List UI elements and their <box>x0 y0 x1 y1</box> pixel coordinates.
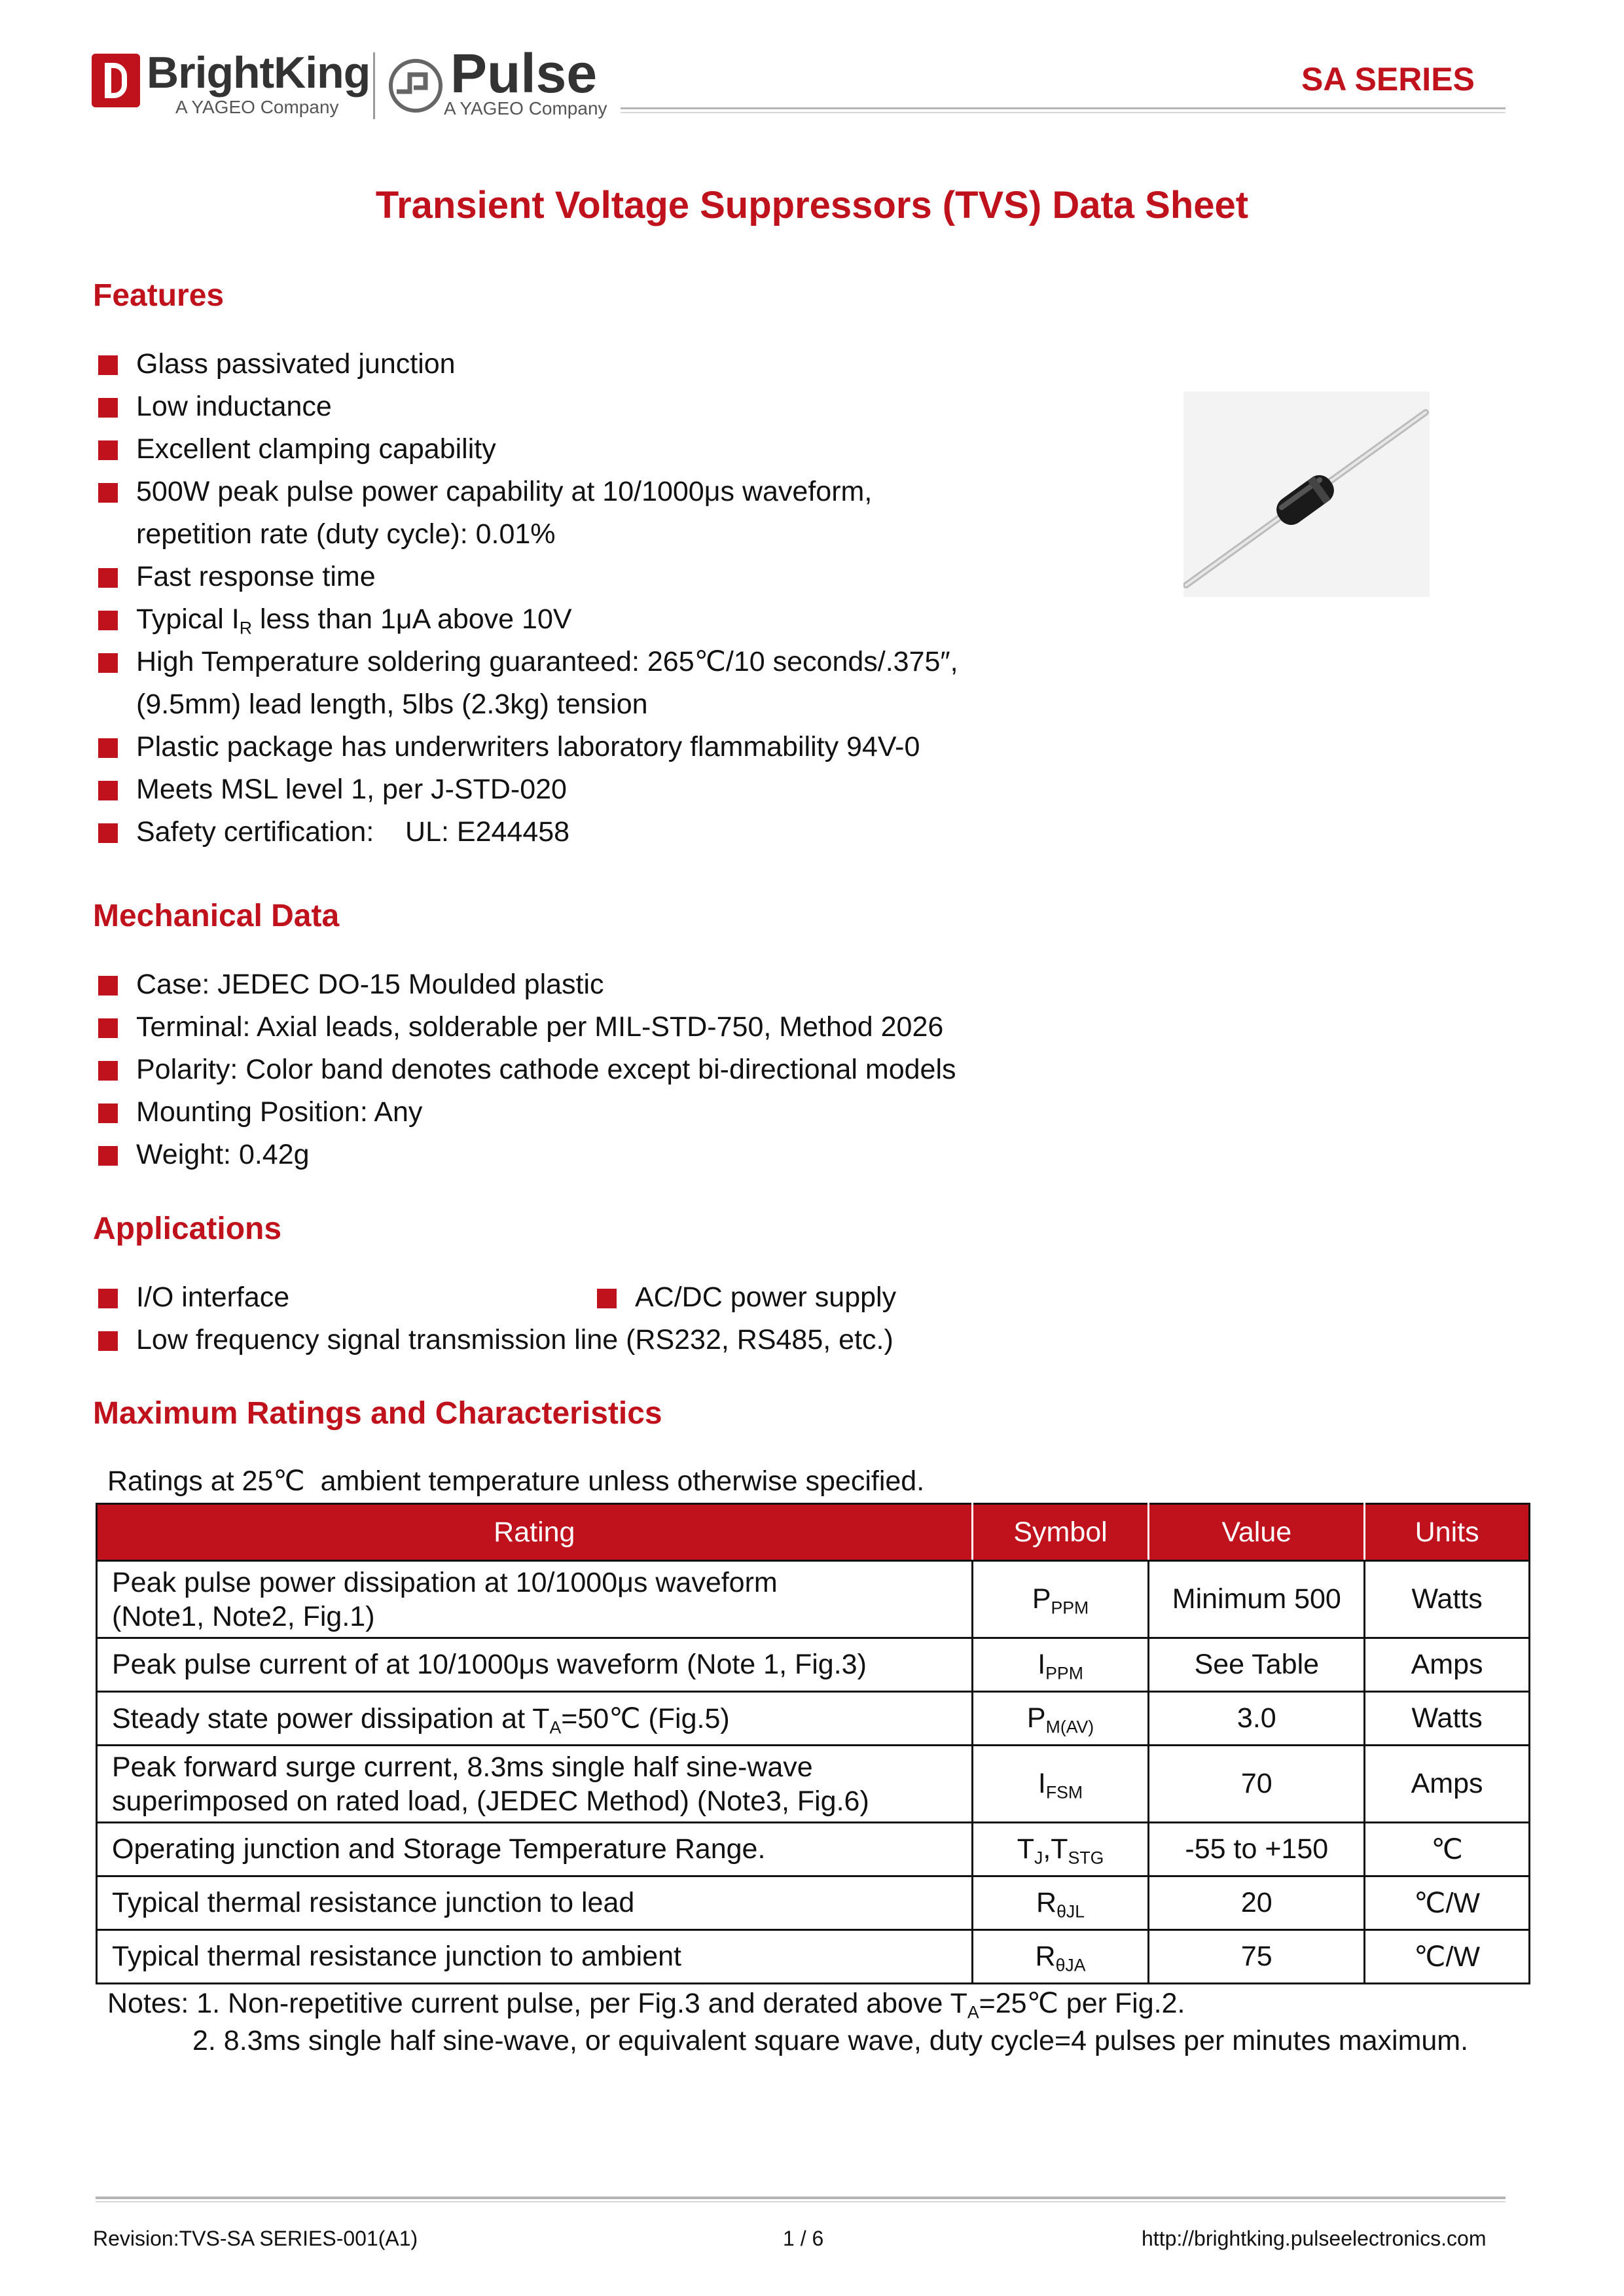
column-header-rating: Rating <box>97 1504 973 1561</box>
feature-text: Fast response time <box>136 561 376 592</box>
rating-text-tail: =50℃ (Fig.5) <box>561 1702 730 1734</box>
bullet-square-icon <box>98 568 118 588</box>
mechanical-item <box>98 1010 943 1044</box>
feature-text: Excellent clamping capability <box>136 433 496 465</box>
footer-rule-light <box>96 2201 1506 2202</box>
rating-cell <box>97 1746 973 1823</box>
symbol-text: R <box>1035 1941 1056 1972</box>
value-cell: 20 <box>1149 1876 1365 1930</box>
feature-text: 500W peak pulse power capability at 10/1000μs waveform, <box>136 476 873 507</box>
bullet-square-icon <box>98 483 118 503</box>
symbol-cell <box>972 1746 1149 1823</box>
rating-cell: Typical thermal resistance junction to ambient <box>97 1930 973 1984</box>
ratings-table <box>96 1503 1530 1984</box>
symbol-subscript-2: STG <box>1068 1848 1104 1868</box>
units-cell: Watts <box>1365 1692 1530 1746</box>
symbol-subscript: θJL <box>1056 1901 1085 1922</box>
rating-text: Steady state power dissipation at T <box>112 1702 550 1734</box>
symbol-subscript: PPM <box>1051 1598 1089 1618</box>
symbol-cell <box>972 1692 1149 1746</box>
bullet-square-icon <box>98 355 118 375</box>
units-cell: ℃ <box>1365 1823 1530 1876</box>
bullet-square-icon <box>98 1331 118 1351</box>
feature-text: Typical I <box>136 603 240 635</box>
feature-text: Plastic package has underwriters laboratory flammability 94V-0 <box>136 731 920 762</box>
bullet-square-icon <box>98 1289 118 1308</box>
value-cell: 3.0 <box>1149 1692 1365 1746</box>
rating-cell: Peak pulse current of at 10/1000μs waveform (Note 1, Fig.3) <box>97 1638 973 1692</box>
footer-revision: Revision:TVS-SA SERIES-001(A1) <box>93 2227 418 2250</box>
brightking-logo-subtitle: A YAGEO Company <box>175 97 339 117</box>
pulse-logo-text: Pulse <box>450 43 598 104</box>
feature-item <box>98 475 872 509</box>
symbol-subscript: M(AV) <box>1045 1717 1094 1737</box>
note-2: 2. 8.3ms single half sine-wave, or equivalent square wave, duty cycle=4 pulses per minutes maximum. <box>192 2025 1469 2056</box>
rating-text-line2: superimposed on rated load, (JEDEC Method) (Note3, Fig.6) <box>112 1785 869 1817</box>
symbol-subscript: FSM <box>1045 1782 1083 1803</box>
feature-item <box>98 645 958 679</box>
value-cell: -55 to +150 <box>1149 1823 1365 1876</box>
product-photo <box>1183 391 1430 597</box>
feature-item <box>98 772 567 806</box>
bullet-square-icon <box>98 398 118 418</box>
table-row <box>97 1876 1530 1930</box>
mechanical-text: Weight: 0.42g <box>136 1139 310 1170</box>
footer-rule <box>96 2197 1506 2199</box>
column-header-symbol: Symbol <box>972 1504 1149 1561</box>
application-item <box>98 1323 893 1357</box>
feature-text: Low inductance <box>136 391 332 422</box>
value-cell: See Table <box>1149 1638 1365 1692</box>
header-rule <box>621 107 1506 109</box>
pulse-logo-subtitle: A YAGEO Company <box>444 98 607 118</box>
bullet-square-icon <box>98 738 118 758</box>
bullet-square-icon <box>98 1061 118 1081</box>
brightking-logo-mark <box>92 54 140 107</box>
rating-text-line2: (Note1, Note2, Fig.1) <box>112 1600 375 1632</box>
units-cell: ℃/W <box>1365 1930 1530 1984</box>
ratings-conditions-note: Ratings at 25℃ ambient temperature unless otherwise specified. <box>107 1465 925 1497</box>
rating-text: Peak pulse power dissipation at 10/1000μs waveform <box>112 1566 778 1598</box>
rating-cell <box>97 1561 973 1638</box>
bullet-square-icon <box>98 440 118 460</box>
bullet-square-icon <box>597 1289 617 1308</box>
rating-cell <box>97 1692 973 1746</box>
bullet-square-icon <box>98 781 118 800</box>
symbol-cell <box>972 1823 1149 1876</box>
rating-cell: Typical thermal resistance junction to lead <box>97 1876 973 1930</box>
rating-text: Peak forward surge current, 8.3ms single half sine-wave <box>112 1751 813 1783</box>
feature-continuation: repetition rate (duty cycle): 0.01% <box>136 518 556 550</box>
symbol-text: I <box>1038 1768 1046 1799</box>
features-heading: Features <box>93 278 225 313</box>
bullet-square-icon <box>98 976 118 996</box>
mechanical-text: Mounting Position: Any <box>136 1096 423 1128</box>
value-cell: 75 <box>1149 1930 1365 1984</box>
bullet-square-icon <box>98 1018 118 1038</box>
mechanical-heading: Mechanical Data <box>93 899 340 933</box>
bullet-square-icon <box>98 1146 118 1166</box>
mechanical-text: Case: JEDEC DO-15 Moulded plastic <box>136 969 604 1000</box>
bullet-square-icon <box>98 611 118 630</box>
feature-item <box>98 347 456 381</box>
table-row <box>97 1823 1530 1876</box>
feature-item <box>98 602 572 636</box>
table-row <box>97 1638 1530 1692</box>
units-cell: Watts <box>1365 1561 1530 1638</box>
symbol-cell <box>972 1561 1149 1638</box>
feature-item <box>98 389 332 423</box>
table-row <box>97 1930 1530 1984</box>
feature-subscript: R <box>239 618 252 638</box>
header-rule-light <box>621 112 1506 113</box>
symbol-text: T <box>1017 1833 1035 1865</box>
symbol-cell <box>972 1876 1149 1930</box>
document-title: Transient Voltage Suppressors (TVS) Data Sheet <box>375 184 1249 226</box>
column-header-units: Units <box>1365 1504 1530 1561</box>
feature-item <box>98 815 569 849</box>
column-header-value: Value <box>1149 1504 1365 1561</box>
footer-page-number: 1 / 6 <box>783 2227 824 2250</box>
symbol-cell <box>972 1930 1149 1984</box>
application-text: AC/DC power supply <box>635 1282 897 1313</box>
feature-item <box>98 730 920 764</box>
note-1-text: Notes: 1. Non-repetitive current pulse, per Fig.3 and derated above T <box>107 1988 967 2019</box>
series-label: SA SERIES <box>1301 61 1475 98</box>
rating-subscript: A <box>549 1717 562 1738</box>
feature-text-tail: less than 1μA above 10V <box>252 603 572 635</box>
bullet-square-icon <box>98 653 118 673</box>
table-row <box>97 1746 1530 1823</box>
feature-item <box>98 432 496 466</box>
feature-continuation: (9.5mm) lead length, 5lbs (2.3kg) tension <box>136 689 648 720</box>
ratings-heading: Maximum Ratings and Characteristics <box>93 1396 662 1431</box>
application-text: Low frequency signal transmission line (RS232, RS485, etc.) <box>136 1324 893 1355</box>
units-cell: ℃/W <box>1365 1876 1530 1930</box>
pulse-logo-mark <box>388 58 444 114</box>
mechanical-text: Polarity: Color band denotes cathode except bi-directional models <box>136 1054 956 1085</box>
note-1 <box>107 1987 1185 2020</box>
feature-text: Glass passivated junction <box>136 348 456 380</box>
symbol-cell <box>972 1638 1149 1692</box>
mechanical-item <box>98 1095 422 1129</box>
mechanical-item <box>98 1052 956 1086</box>
feature-item <box>98 560 376 594</box>
table-row <box>97 1561 1530 1638</box>
footer-url[interactable]: http://brightking.pulseelectronics.com <box>1142 2227 1487 2250</box>
rating-cell: Operating junction and Storage Temperature Range. <box>97 1823 973 1876</box>
units-cell: Amps <box>1365 1638 1530 1692</box>
feature-text: Safety certification: UL: E244458 <box>136 816 570 848</box>
symbol-text: I <box>1038 1649 1046 1680</box>
symbol-subscript: θJA <box>1055 1955 1086 1975</box>
symbol-subscript: PPM <box>1045 1663 1083 1683</box>
value-cell: 70 <box>1149 1746 1365 1823</box>
application-text: I/O interface <box>136 1282 290 1313</box>
mechanical-text: Terminal: Axial leads, solderable per MIL-STD-750, Method 2026 <box>136 1011 944 1043</box>
ratings-header-row <box>97 1504 1530 1561</box>
application-item <box>597 1280 896 1314</box>
value-cell: Minimum 500 <box>1149 1561 1365 1638</box>
units-cell: Amps <box>1365 1746 1530 1823</box>
symbol-text-mid: ,T <box>1043 1833 1068 1865</box>
feature-text: Meets MSL level 1, per J-STD-020 <box>136 774 567 805</box>
application-item <box>98 1280 289 1314</box>
table-row <box>97 1692 1530 1746</box>
bullet-square-icon <box>98 823 118 843</box>
symbol-subscript: J <box>1034 1848 1043 1868</box>
feature-text: High Temperature soldering guaranteed: 265℃/10 seconds/.375″, <box>136 646 958 677</box>
symbol-text: P <box>1032 1583 1051 1615</box>
mechanical-item <box>98 1138 310 1172</box>
applications-heading: Applications <box>93 1211 282 1246</box>
note-1-tail: =25℃ per Fig.2. <box>979 1988 1185 2019</box>
bullet-square-icon <box>98 1103 118 1123</box>
note-1-subscript: A <box>967 2002 979 2022</box>
symbol-text: P <box>1026 1702 1046 1734</box>
brightking-logo-text: BrightKing <box>147 48 370 98</box>
logo-divider <box>373 52 375 119</box>
symbol-text: R <box>1036 1887 1057 1918</box>
mechanical-item <box>98 967 604 1001</box>
